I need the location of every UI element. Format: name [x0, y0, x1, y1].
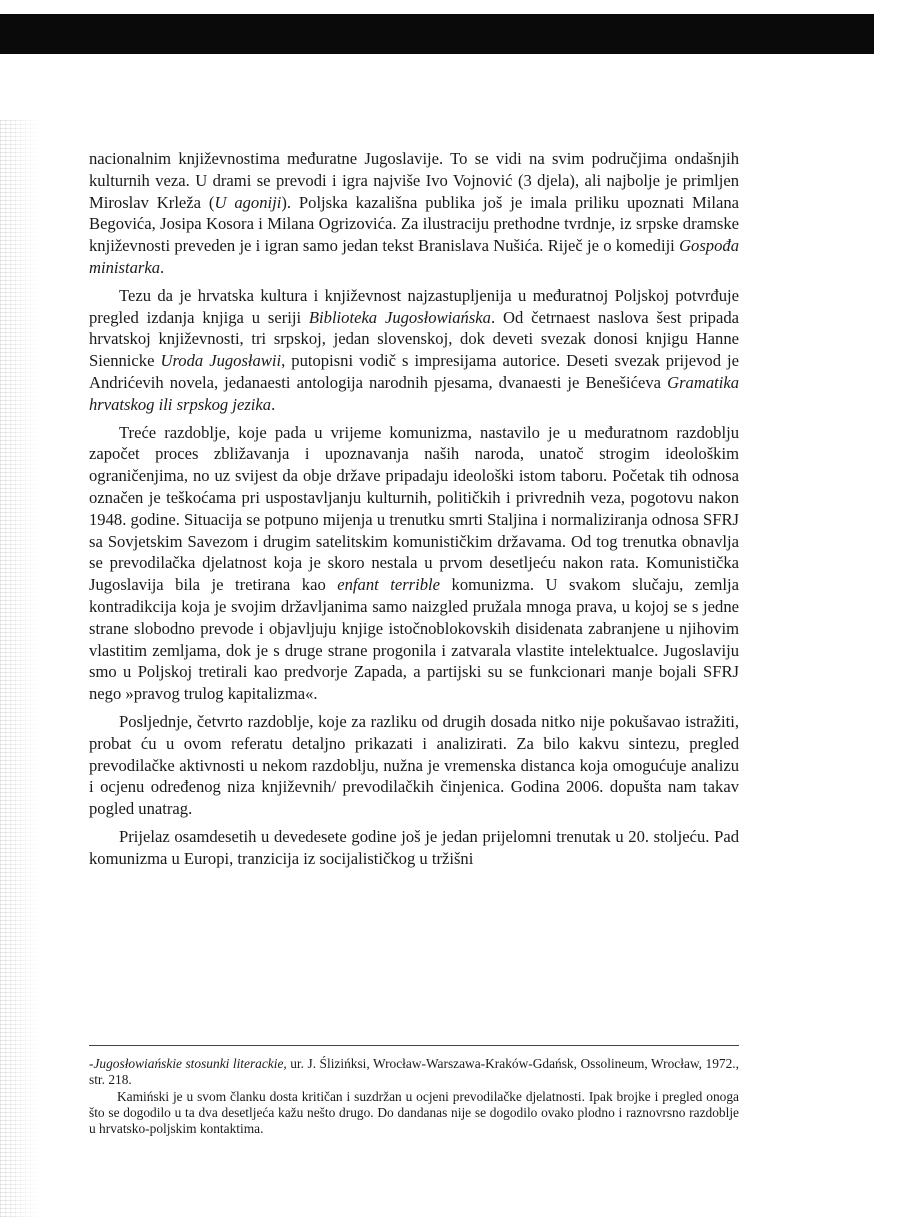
text-run: Kamiński je u svom članku dosta kritičan i suzdržan u ocjeni prevodilačke djelatnosti. Ipak brojke i pregled onoga što se dogodilo u ta dva desetljeća kažu nešto drugo. Do dandanas nije se dogodilo ovako plodno i raznovrsno razdoblje u hrvatsko-poljskim kontaktima.	[89, 1088, 739, 1137]
text-run: Tezu da je hrvatska kultura i književnost najzastupljenija u međuratnoj Poljskoj potvrđuje pregled izdanja knjiga u seriji	[89, 285, 739, 327]
text-run: . Od četrnaest naslova šest pripada hrvatskoj književnosti, tri srpskoj, jedan slovenskoj, dok deveti svezak donosi knjigu Hanne Siennicke	[89, 307, 739, 371]
italic-phrase: enfant terrible	[337, 575, 441, 595]
text-run: Treće razdoblje, koje pada u vrijeme komunizma, nastavilo je u međuratnom razdoblju započet proces zbližavanja i upoznavanja naših naroda, unatoč strogim ideološkim ograničenjima, no uz svijest da obje države pripadaju ideološki istom taboru. Početak tih odnosa označen je teškoćama pri uspostavljanju kulturnih, političkih i privrednih veza, pogotovu nakon 1948. godine. Situacija se potpuno mijenja u trenutku smrti Staljina i normaliziranja odnosa SFRJ sa Sovjetskim Savezom i drugim satelitskim komunističkim državama. Od tog trenutka obnavlja se prevodilačka djelatnost koja je skoro nestala u prvom desetljeću nakon rata. Komunistička Jugoslavija bila je tretirana kao	[89, 422, 739, 595]
text-run: Posljednje, četvrto razdoblje, koje za razliku od drugih dosada nitko nije pokušavao istražiti, probat ću u ovom referatu detaljno prikazati i analizirati. Za bilo kakvu sintezu, pregled prevodilačke aktivnosti u nekom razdoblju, nužna je vremenska distanca koja omogućuje analizu i ocjenu određenog niza književnih/ prevodilačkih činjenica. Godina 2006. dopušta nam takav pogled unatrag.	[89, 711, 739, 819]
italic-title: Gospođa ministarka	[89, 236, 739, 277]
scan-header-bar	[0, 14, 874, 54]
italic-title: U agoniji	[214, 192, 282, 212]
paragraph-4	[89, 711, 739, 820]
paragraph-1	[89, 148, 739, 279]
paragraph-2	[89, 285, 739, 416]
footnote-1	[89, 1056, 739, 1089]
paragraph-3	[89, 422, 739, 705]
text-run: ). Poljska kazališna publika još je imala priliku upoznati Milana Begovića, Josipa Kosora i Milana Ogrizovića. Za ilustraciju prethodne tvrdnje, iz srpske dramske književnosti preveden je i igran samo jedan tekst Branislava Nušića. Riječ je o komediji	[89, 192, 740, 256]
footnote-divider	[89, 1045, 739, 1046]
text-run: , ur. J. Ślizińksi, Wrocław-Warszawa-Kraków-Gdańsk, Ossolineum, Wrocław, 1972., str. 218.	[89, 1056, 739, 1088]
italic-title: Gramatika hrvatskog ili srpskog jezika	[89, 372, 739, 414]
text-run: .	[271, 394, 276, 414]
text-run: komunizma. U svakom slučaju, zemlja kontradikcija koja je svojim državljanima samo naizgled pružala mnoga prava, u kojoj se s jedne strane slobodno prevode i objavljuju knjige istočnoblokovskih disidenata zabranjene u njihovim vlastitim zemljama, dok je s druge strane progonila i zatvarala vlastite intelektualce. Jugoslaviju smo u Poljskoj tretirali kao predvorje Zapada, a partijski su se funkcionari manje bojali SFRJ nego »pravog trulog kapitalizma«.	[89, 575, 740, 704]
scan-edge-noise	[0, 120, 40, 1217]
italic-title: Jugosłowiańskie stosunki literackie	[93, 1056, 284, 1071]
text-run: , putopisni vodič s impresijama autorice. Deseti svezak prijevod je Andrićevih novela, jedanaesti antologija narodnih pjesama, dvanaesti je Benešićeva	[89, 351, 739, 392]
footnotes	[89, 1056, 739, 1137]
text-run: .	[160, 257, 165, 277]
text-run: -	[89, 1056, 94, 1071]
italic-title: Biblioteka Jugosłowiańska	[308, 307, 491, 327]
footnote-2	[89, 1089, 739, 1138]
paragraph-5	[89, 826, 739, 870]
main-text	[89, 148, 739, 876]
text-run: nacionalnim književnostima međuratne Jugoslavije. To se vidi na svim područjima ondašnjih kulturnih veza. U drami se prevodi i igra najviše Ivo Vojnović (3 djela), ali najbolje je primljen Miroslav Krleža (	[89, 149, 739, 212]
text-run: Prijelaz osamdesetih u devedesete godine još je jedan prijelomni trenutak u 20. stoljeću. Pad komunizma u Europi, tranzicija iz socijalističkog u tržišni	[89, 826, 739, 868]
italic-title: Uroda Jugosławii	[160, 351, 282, 371]
